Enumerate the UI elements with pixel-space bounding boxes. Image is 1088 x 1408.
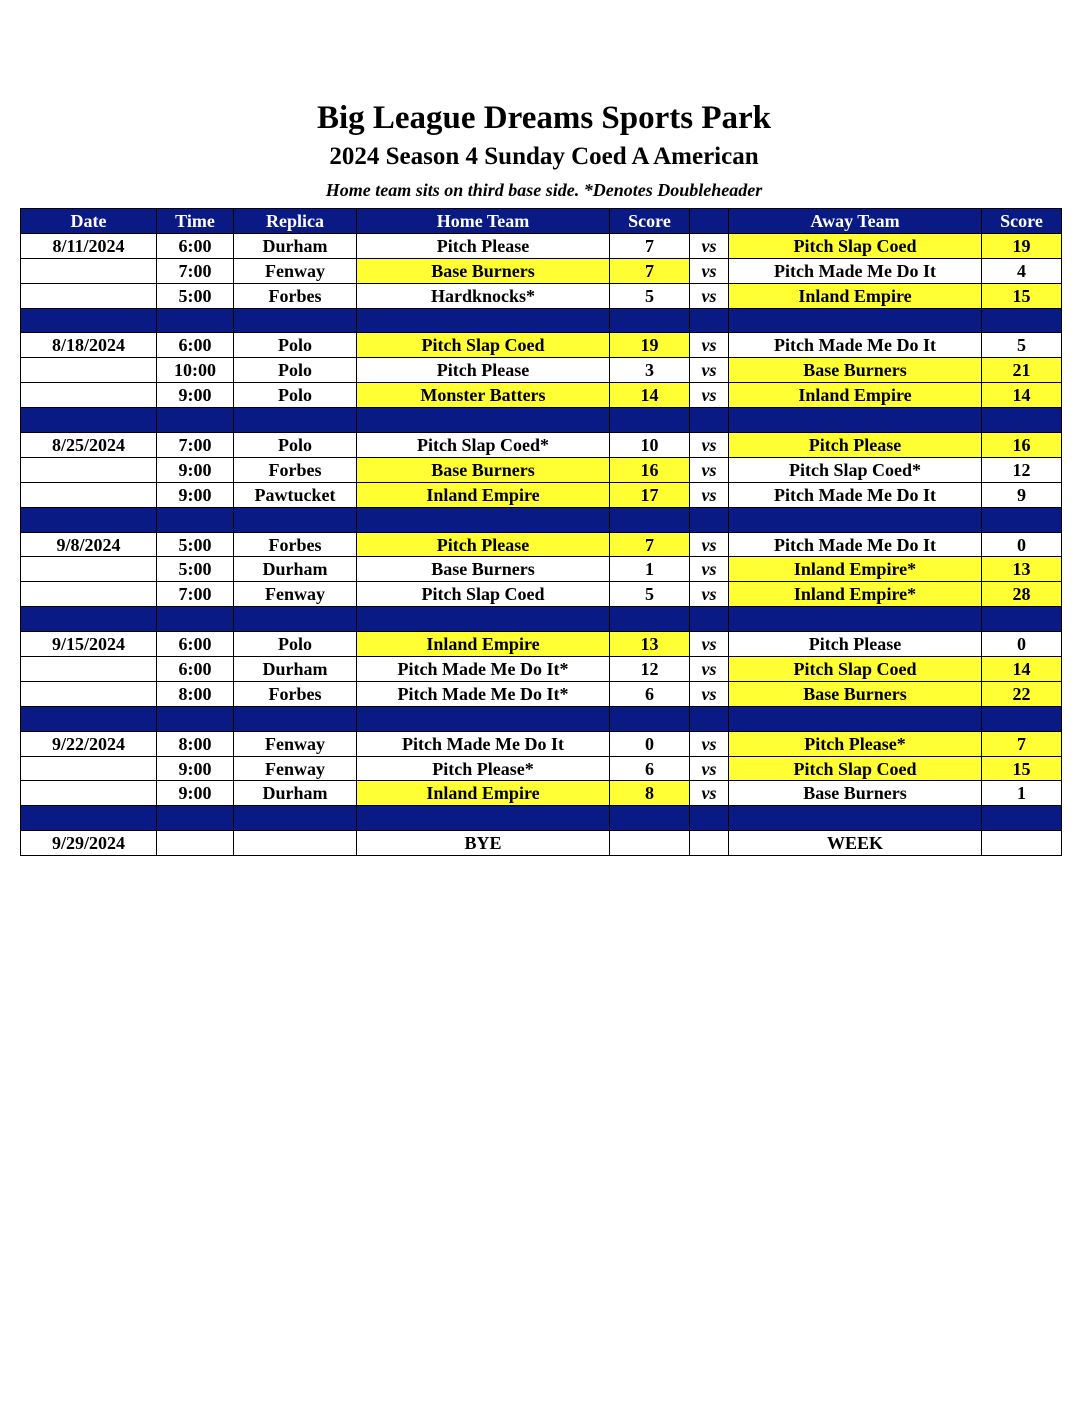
separator-cell	[729, 607, 982, 632]
separator-cell	[982, 308, 1062, 333]
separator-cell	[729, 507, 982, 532]
home-score-cell: 17	[610, 482, 690, 507]
vs-cell: vs	[690, 233, 729, 258]
away-team-cell: WEEK	[729, 831, 982, 856]
away-team-cell: Pitch Made Me Do It	[729, 482, 982, 507]
home-team-cell: Pitch Slap Coed*	[357, 433, 610, 458]
week-separator-row	[21, 408, 1062, 433]
date-cell	[21, 358, 157, 383]
date-cell	[21, 756, 157, 781]
replica-cell: Polo	[234, 358, 357, 383]
away-score-cell: 28	[982, 582, 1062, 607]
away-score-cell	[982, 831, 1062, 856]
time-cell: 8:00	[157, 681, 234, 706]
table-row	[21, 482, 1062, 507]
col-header-replica: Replica	[234, 209, 357, 234]
week-separator-row	[21, 607, 1062, 632]
away-team-cell: Base Burners	[729, 781, 982, 806]
separator-cell	[21, 806, 157, 831]
replica-cell: Pawtucket	[234, 482, 357, 507]
home-score-cell: 19	[610, 333, 690, 358]
away-team-cell: Pitch Please	[729, 632, 982, 657]
separator-cell	[729, 408, 982, 433]
away-team-cell: Inland Empire*	[729, 582, 982, 607]
separator-cell	[690, 308, 729, 333]
home-score-cell: 5	[610, 582, 690, 607]
separator-cell	[982, 507, 1062, 532]
date-cell: 9/29/2024	[21, 831, 157, 856]
col-header-away-score: Score	[982, 209, 1062, 234]
away-team-cell: Pitch Please	[729, 433, 982, 458]
home-team-cell: Base Burners	[357, 457, 610, 482]
home-team-cell: Monster Batters	[357, 383, 610, 408]
home-score-cell: 6	[610, 756, 690, 781]
away-team-cell: Pitch Slap Coed	[729, 756, 982, 781]
home-team-cell: Pitch Please	[357, 358, 610, 383]
time-cell: 8:00	[157, 731, 234, 756]
vs-cell: vs	[690, 258, 729, 283]
separator-cell	[157, 806, 234, 831]
replica-cell: Durham	[234, 233, 357, 258]
separator-cell	[21, 408, 157, 433]
date-cell	[21, 258, 157, 283]
replica-cell: Durham	[234, 781, 357, 806]
home-team-cell: Inland Empire	[357, 482, 610, 507]
vs-cell	[690, 831, 729, 856]
vs-cell: vs	[690, 582, 729, 607]
away-score-cell: 13	[982, 557, 1062, 582]
separator-cell	[357, 408, 610, 433]
week-separator-row	[21, 806, 1062, 831]
vs-cell: vs	[690, 557, 729, 582]
separator-cell	[610, 308, 690, 333]
away-team-cell: Pitch Slap Coed	[729, 233, 982, 258]
away-score-cell: 1	[982, 781, 1062, 806]
away-score-cell: 7	[982, 731, 1062, 756]
separator-cell	[982, 408, 1062, 433]
col-header-away-team: Away Team	[729, 209, 982, 234]
replica-cell: Forbes	[234, 681, 357, 706]
separator-cell	[234, 308, 357, 333]
away-score-cell: 5	[982, 333, 1062, 358]
time-cell: 5:00	[157, 557, 234, 582]
away-team-cell: Inland Empire	[729, 283, 982, 308]
home-team-cell: Base Burners	[357, 258, 610, 283]
table-row	[21, 358, 1062, 383]
date-cell	[21, 781, 157, 806]
schedule-table	[20, 208, 1062, 856]
separator-cell	[234, 607, 357, 632]
vs-cell: vs	[690, 731, 729, 756]
home-score-cell: 5	[610, 283, 690, 308]
replica-cell: Fenway	[234, 582, 357, 607]
week-separator-row	[21, 706, 1062, 731]
date-cell: 9/22/2024	[21, 731, 157, 756]
vs-cell: vs	[690, 532, 729, 557]
separator-cell	[357, 507, 610, 532]
home-team-cell: Inland Empire	[357, 781, 610, 806]
home-score-cell: 7	[610, 532, 690, 557]
away-score-cell: 0	[982, 632, 1062, 657]
vs-cell: vs	[690, 756, 729, 781]
vs-cell: vs	[690, 358, 729, 383]
table-row	[21, 582, 1062, 607]
table-row	[21, 731, 1062, 756]
separator-cell	[729, 806, 982, 831]
separator-cell	[982, 607, 1062, 632]
bye-week-row	[21, 831, 1062, 856]
away-score-cell: 14	[982, 657, 1062, 682]
time-cell: 5:00	[157, 283, 234, 308]
away-score-cell: 21	[982, 358, 1062, 383]
separator-cell	[729, 308, 982, 333]
table-row	[21, 632, 1062, 657]
vs-cell: vs	[690, 457, 729, 482]
away-score-cell: 14	[982, 383, 1062, 408]
table-row	[21, 333, 1062, 358]
date-cell	[21, 482, 157, 507]
date-cell: 8/18/2024	[21, 333, 157, 358]
home-team-cell: Pitch Made Me Do It*	[357, 657, 610, 682]
vs-cell: vs	[690, 781, 729, 806]
separator-cell	[157, 607, 234, 632]
time-cell: 6:00	[157, 632, 234, 657]
separator-cell	[21, 507, 157, 532]
home-team-cell: Hardknocks*	[357, 283, 610, 308]
replica-cell: Polo	[234, 333, 357, 358]
home-score-cell: 6	[610, 681, 690, 706]
date-cell: 8/11/2024	[21, 233, 157, 258]
replica-cell: Polo	[234, 632, 357, 657]
time-cell: 7:00	[157, 582, 234, 607]
replica-cell: Durham	[234, 557, 357, 582]
time-cell: 6:00	[157, 657, 234, 682]
separator-cell	[21, 308, 157, 333]
separator-cell	[234, 507, 357, 532]
col-header-vs	[690, 209, 729, 234]
time-cell: 10:00	[157, 358, 234, 383]
replica-cell: Polo	[234, 433, 357, 458]
table-row	[21, 233, 1062, 258]
separator-cell	[234, 806, 357, 831]
separator-cell	[357, 706, 610, 731]
schedule-note: Home team sits on third base side. *Denotes Doubleheader	[325, 180, 763, 200]
table-header-row	[21, 209, 1062, 234]
replica-cell: Polo	[234, 383, 357, 408]
separator-cell	[234, 706, 357, 731]
replica-cell: Forbes	[234, 532, 357, 557]
col-header-date: Date	[21, 209, 157, 234]
date-cell	[21, 283, 157, 308]
away-score-cell: 9	[982, 482, 1062, 507]
page-title: Big League Dreams Sports Park	[316, 100, 772, 136]
separator-cell	[610, 706, 690, 731]
home-team-cell: BYE	[357, 831, 610, 856]
date-cell: 9/15/2024	[21, 632, 157, 657]
separator-cell	[157, 308, 234, 333]
home-score-cell: 12	[610, 657, 690, 682]
home-team-cell: Pitch Please	[357, 532, 610, 557]
away-team-cell: Inland Empire	[729, 383, 982, 408]
table-row	[21, 258, 1062, 283]
separator-cell	[610, 607, 690, 632]
time-cell: 9:00	[157, 457, 234, 482]
date-cell: 9/8/2024	[21, 532, 157, 557]
page-subtitle: 2024 Season 4 Sunday Coed A American	[329, 143, 759, 170]
vs-cell: vs	[690, 433, 729, 458]
table-row	[21, 756, 1062, 781]
vs-cell: vs	[690, 681, 729, 706]
col-header-home-score: Score	[610, 209, 690, 234]
separator-cell	[982, 806, 1062, 831]
home-score-cell: 16	[610, 457, 690, 482]
away-team-cell: Pitch Slap Coed*	[729, 457, 982, 482]
away-score-cell: 12	[982, 457, 1062, 482]
home-team-cell: Base Burners	[357, 557, 610, 582]
away-score-cell: 16	[982, 433, 1062, 458]
replica-cell: Fenway	[234, 731, 357, 756]
week-separator-row	[21, 507, 1062, 532]
away-score-cell: 4	[982, 258, 1062, 283]
home-score-cell	[610, 831, 690, 856]
home-team-cell: Pitch Made Me Do It*	[357, 681, 610, 706]
vs-cell: vs	[690, 632, 729, 657]
away-team-cell: Pitch Made Me Do It	[729, 532, 982, 557]
separator-cell	[690, 607, 729, 632]
separator-cell	[157, 507, 234, 532]
away-team-cell: Pitch Please*	[729, 731, 982, 756]
away-team-cell: Pitch Made Me Do It	[729, 333, 982, 358]
home-score-cell: 10	[610, 433, 690, 458]
separator-cell	[21, 607, 157, 632]
away-team-cell: Pitch Made Me Do It	[729, 258, 982, 283]
separator-cell	[357, 806, 610, 831]
away-team-cell: Base Burners	[729, 358, 982, 383]
table-row	[21, 657, 1062, 682]
table-row	[21, 532, 1062, 557]
away-score-cell: 0	[982, 532, 1062, 557]
replica-cell	[234, 831, 357, 856]
col-header-time: Time	[157, 209, 234, 234]
home-score-cell: 14	[610, 383, 690, 408]
home-score-cell: 8	[610, 781, 690, 806]
table-row	[21, 457, 1062, 482]
away-team-cell: Base Burners	[729, 681, 982, 706]
time-cell: 9:00	[157, 756, 234, 781]
home-team-cell: Pitch Please*	[357, 756, 610, 781]
time-cell	[157, 831, 234, 856]
vs-cell: vs	[690, 333, 729, 358]
date-cell	[21, 383, 157, 408]
replica-cell: Forbes	[234, 457, 357, 482]
home-score-cell: 0	[610, 731, 690, 756]
separator-cell	[610, 806, 690, 831]
separator-cell	[357, 308, 610, 333]
separator-cell	[357, 607, 610, 632]
vs-cell: vs	[690, 657, 729, 682]
home-score-cell: 7	[610, 258, 690, 283]
home-team-cell: Pitch Slap Coed	[357, 582, 610, 607]
table-row	[21, 283, 1062, 308]
date-cell	[21, 457, 157, 482]
away-score-cell: 15	[982, 283, 1062, 308]
home-team-cell: Pitch Made Me Do It	[357, 731, 610, 756]
separator-cell	[690, 806, 729, 831]
time-cell: 9:00	[157, 383, 234, 408]
date-cell: 8/25/2024	[21, 433, 157, 458]
table-row	[21, 557, 1062, 582]
home-score-cell: 1	[610, 557, 690, 582]
separator-cell	[690, 507, 729, 532]
separator-cell	[729, 706, 982, 731]
time-cell: 9:00	[157, 482, 234, 507]
vs-cell: vs	[690, 482, 729, 507]
table-row	[21, 433, 1062, 458]
separator-cell	[21, 706, 157, 731]
date-cell	[21, 582, 157, 607]
away-score-cell: 15	[982, 756, 1062, 781]
separator-cell	[982, 706, 1062, 731]
home-score-cell: 13	[610, 632, 690, 657]
col-header-home-team: Home Team	[357, 209, 610, 234]
table-row	[21, 383, 1062, 408]
replica-cell: Fenway	[234, 756, 357, 781]
separator-cell	[690, 408, 729, 433]
vs-cell: vs	[690, 383, 729, 408]
date-cell	[21, 681, 157, 706]
table-row	[21, 781, 1062, 806]
replica-cell: Durham	[234, 657, 357, 682]
replica-cell: Fenway	[234, 258, 357, 283]
home-team-cell: Pitch Slap Coed	[357, 333, 610, 358]
separator-cell	[157, 408, 234, 433]
time-cell: 7:00	[157, 258, 234, 283]
replica-cell: Forbes	[234, 283, 357, 308]
away-score-cell: 19	[982, 233, 1062, 258]
home-team-cell: Pitch Please	[357, 233, 610, 258]
time-cell: 6:00	[157, 233, 234, 258]
time-cell: 9:00	[157, 781, 234, 806]
separator-cell	[157, 706, 234, 731]
home-team-cell: Inland Empire	[357, 632, 610, 657]
time-cell: 6:00	[157, 333, 234, 358]
away-team-cell: Pitch Slap Coed	[729, 657, 982, 682]
home-score-cell: 7	[610, 233, 690, 258]
separator-cell	[234, 408, 357, 433]
away-score-cell: 22	[982, 681, 1062, 706]
separator-cell	[610, 408, 690, 433]
week-separator-row	[21, 308, 1062, 333]
table-row	[21, 681, 1062, 706]
date-cell	[21, 657, 157, 682]
separator-cell	[690, 706, 729, 731]
date-cell	[21, 557, 157, 582]
vs-cell: vs	[690, 283, 729, 308]
away-team-cell: Inland Empire*	[729, 557, 982, 582]
home-score-cell: 3	[610, 358, 690, 383]
time-cell: 7:00	[157, 433, 234, 458]
separator-cell	[610, 507, 690, 532]
time-cell: 5:00	[157, 532, 234, 557]
